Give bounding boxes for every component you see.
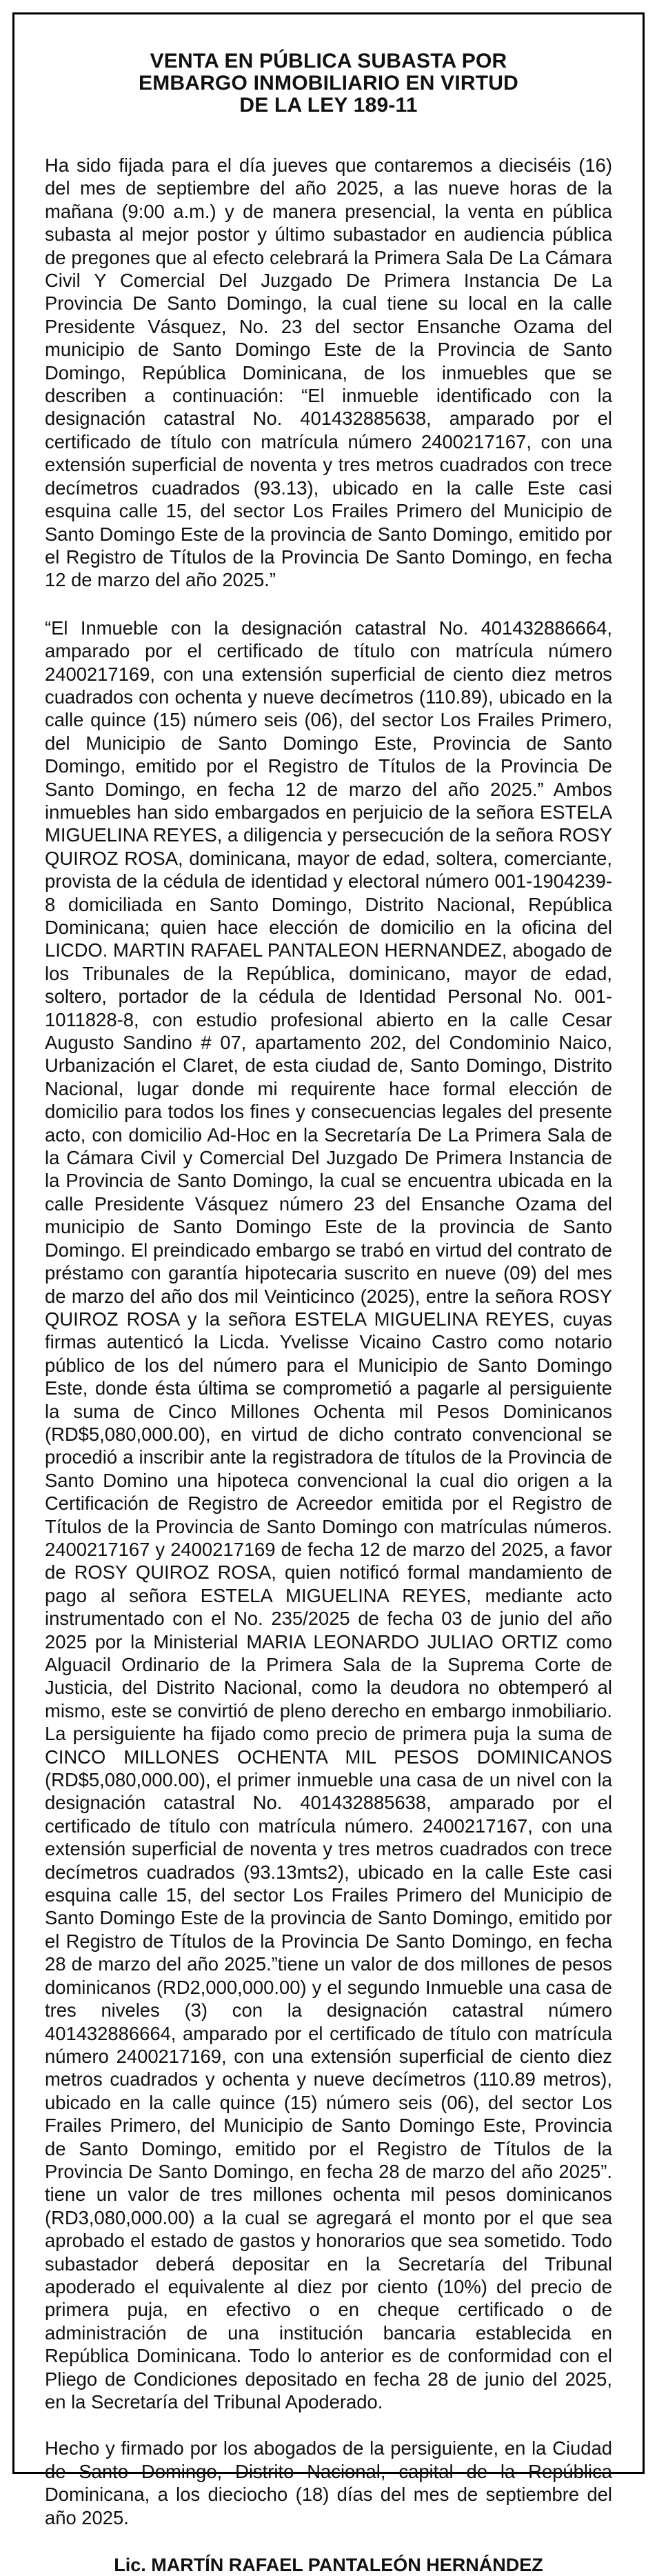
signature-name: Lic. MARTÍN RAFAEL PANTALEÓN HERNÁNDEZ [114,2555,543,2576]
notice-title-line: VENTA EN PÚBLICA SUBASTA POR [150,50,507,72]
legal-notice [12,12,645,2576]
paragraph-signing-statement: Hecho y firmado por los abogados de la persiguiente, en la Ciudad de Santo Domingo, Distrito Nacional, capital de la República Dominicana, a los dieciocho (18) días del mes de septiembre del año 2025. [45,2437,612,2528]
notice-title [45,50,612,117]
notice-title-line: EMBARGO INMOBILIARIO EN VIRTUD [139,72,518,94]
notice-body [45,154,612,2529]
paragraph-property-and-conditions: “El Inmueble con la designación catastral No. 401432886664, amparado por el certificado de título con matrícula número 2400217169, con una extensión superficial de ciento diez metros cuadrados con ochenta y nueve decímetros (110.89), ubicado en la calle quince (15) número seis (06), del sector Los Frailes Primero, del Municipio de Santo Domingo Este, Provincia de Santo Domingo, emitido por el Registro de Títulos de la Provincia De Santo Domingo, en fecha 12 de marzo del año 2025.” Ambos inmuebles han sido embargados en perjuicio de la señora ESTELA MIGUELINA REYES, a diligencia y persecución de la señora ROSY QUIROZ ROSA, dominicana, mayor de edad, soltera, comerciante, provista de la cédula de identidad y electoral número 001-1904239-8 domiciliada en Santo Domingo, Distrito Nacional, República Dominicana; quien hace elección de domicilio en la oficina del LICDO. MARTIN RAFAEL PANTALEON HERNANDEZ, abogado de los Tribunales de la República, dominicano, mayor de edad, soltero, portador de la cédula de Identidad Personal No. 001-1011828-8, con estudio profesional abierto en la calle Cesar Augusto Sandino # 07, apartamento 202, del Condominio Naico, Urbanización el Claret, de esta ciudad de, Santo Domingo, Distrito Nacional, lugar donde mi requirente hace formal elección de domicilio para todos los fines y consecuencias legales del presente acto, con domicilio Ad-Hoc en la Secretaría De La Primera Sala de la Cámara Civil y Comercial Del Juzgado De Primera Instancia de la Provincia de Santo Domingo, la cual se encuentra ubicada en la calle Presidente Vásquez número 23 del Ensanche Ozama del municipio de Santo Domingo Este de la provincia de Santo Domingo. El preindicado embargo se trabó en virtud del contrato de préstamo con garantía hipotecaria suscrito en nueve (09) del mes de marzo del año dos mil Veinticinco (2025), entre la señora ROSY QUIROZ ROSA y la señora ESTELA MIGUELINA REYES, cuyas firmas autenticó la Licda. Yvelisse Vicaino Castro como notario público de los del número para el Municipio de Santo Domingo Este, donde ésta última se comprometió a pagarle al persiguiente la suma de Cinco Millones Ochenta mil Pesos Dominicanos (RD$5,080,000.00), en virtud de dicho contrato convencional se procedió a inscribir ante la registradora de títulos de la Provincia de Santo Domino una hipoteca convencional la cual dio origen a la Certificación de Registro de Acreedor emitida por el Registro de Títulos de la Provincia de Santo Domingo con matrículas números. 2400217167 y 2400217169 de fecha 12 de marzo del 2025, a favor de ROSY QUIROZ ROSA, quien notificó formal mandamiento de pago al señora ESTELA MIGUELINA REYES, mediante acto instrumentado con el No. 235/2025 de fecha 03 de junio del año 2025 por la Ministerial MARIA LEONARDO JULIAO ORTIZ como Alguacil Ordinario de la Primera Sala de la Suprema Corte de Justicia, del Distrito Nacional, como la deudora no obtemperó al mismo, este se convirtió de pleno derecho en embargo inmobiliario. La persiguiente ha fijado como precio de primera puja la suma de CINCO MILLONES OCHENTA MIL PESOS DOMINICANOS (RD$5,080,000.00), el primer inmueble una casa de un nivel con la designación catastral No. 401432885638, amparado por el certificado de título con matrícula número. 2400217167, con una extensión superficial de noventa y tres metros cuadrados con trece decímetros cuadrados (93.13mts2), ubicado en la calle Este casi esquina calle 15, del sector Los Frailes Primero del Municipio de Santo Domingo Este de la provincia de Santo Domingo, emitido por el Registro de Títulos de la Provincia De Santo Domingo, en fecha 28 de marzo del año 2025.”tiene un valor de dos millones de pesos dominicanos (RD2,000,000.00) y el segundo Inmueble una casa de tres niveles (3) con la designación catastral número 401432886664, amparado por el certificado de título con matrícula número 2400217169, con una extensión superficial de ciento diez metros cuadrados y ochenta y nueve decímetros (110.89 metros), ubicado en la calle quince (15) número seis (06), del sector Los Frailes Primero, del Municipio de Santo Domingo Este, Provincia de Santo Domingo, emitido por el Registro de Títulos de la Provincia De Santo Domingo, en fecha 28 de marzo del año 2025”. tiene un valor de tres millones ochenta mil pesos dominicanos (RD3,080,000.00) a la cual se agregará el monto por el que sea aprobado el estado de gastos y honorarios que sea sometido. Todo subastador deberá depositar en la Secretaría del Tribunal apoderado el equivalente al diez por ciento (10%) del precio de primera puja, en efectivo o en cheque certificado o de administración de una institución bancaria establecida en República Dominicana. Todo lo anterior es de conformidad con el Pliego de Condiciones depositado en fecha 28 de junio del 2025, en la Secretaría del Tribunal Apoderado. [45,617,612,2413]
paragraph-auction-announcement: Ha sido fijada para el día jueves que contaremos a dieciséis (16) del mes de septiembre del año 2025, a las nueve horas de la mañana (9:00 a.m.) y de manera presencial, la venta en pública subasta al mejor postor y último subastador en audiencia pública de pregones que al efecto celebrará la Primera Sala De La Cámara Civil Y Comercial Del Juzgado De Primera Instancia De La Provincia De Santo Domingo, la cual tiene su local en la calle Presidente Vásquez, No. 23 del sector Ensanche Ozama del municipio de Santo Domingo Este de la Provincia de Santo Domingo, República Dominicana, de los inmuebles que se describen a continuación: “El inmueble identificado con la designación catastral No. 401432885638, amparado por el certificado de título con matrícula número 2400217167, con una extensión superficial de noventa y tres metros cuadrados con trece decímetros cuadrados (93.13), ubicado en la calle Este casi esquina calle 15, del sector Los Frailes Primero del Municipio de Santo Domingo Este de la provincia de Santo Domingo, emitido por el Registro de Títulos de la Provincia De Santo Domingo, en fecha 12 de marzo del año 2025.” [45,154,612,591]
notice-title-line: DE LA LEY 189-11 [239,94,418,117]
